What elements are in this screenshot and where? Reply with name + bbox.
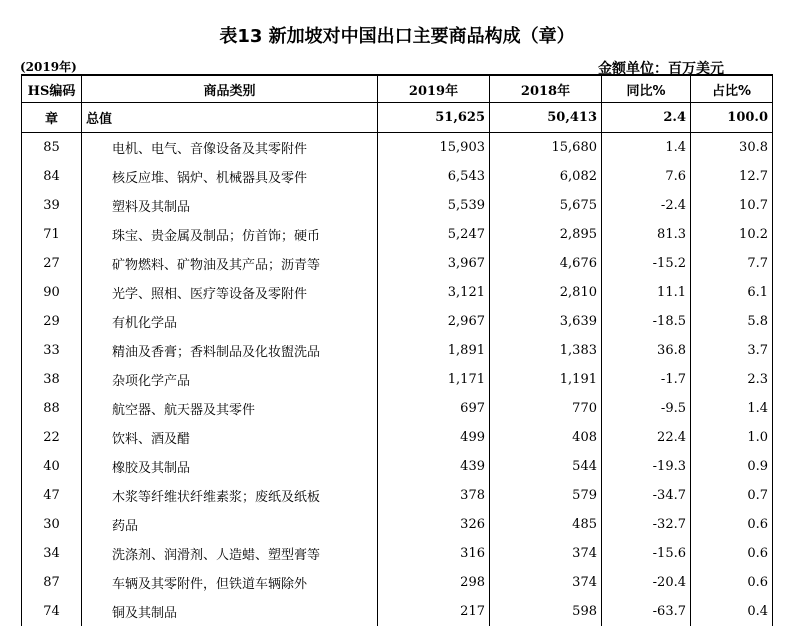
row-yoy: 1.4 — [602, 133, 691, 163]
table-row — [22, 336, 773, 365]
row-share: 1.4 — [691, 394, 773, 423]
table-row — [22, 510, 773, 539]
row-value-2019: 1,171 — [378, 365, 490, 394]
row-category: 橡胶及其制品 — [82, 452, 378, 481]
row-value-2019: 2,967 — [378, 307, 490, 336]
row-hs-code: 33 — [22, 336, 82, 365]
header-row — [22, 75, 773, 103]
row-hs-code: 84 — [22, 162, 82, 191]
row-yoy: -15.2 — [602, 249, 691, 278]
table-row — [22, 394, 773, 423]
export-composition-table — [21, 74, 773, 626]
row-yoy: -2.4 — [602, 191, 691, 220]
table-title: 表13 新加坡对中国出口主要商品构成（章） — [219, 26, 575, 47]
row-share: 3.7 — [691, 336, 773, 365]
row-share: 5.8 — [691, 307, 773, 336]
row-yoy: 81.3 — [602, 220, 691, 249]
row-share: 12.7 — [691, 162, 773, 191]
row-yoy: -20.4 — [602, 568, 691, 597]
header-hs-code: HS编码 — [22, 75, 82, 103]
row-share: 30.8 — [691, 133, 773, 163]
row-category: 光学、照相、医疗等设备及零附件 — [82, 278, 378, 307]
row-hs-code: 29 — [22, 307, 82, 336]
row-value-2018: 408 — [490, 423, 602, 452]
table-row — [22, 597, 773, 626]
row-value-2018: 5,675 — [490, 191, 602, 220]
row-hs-code: 30 — [22, 510, 82, 539]
table-row — [22, 539, 773, 568]
row-category: 有机化学品 — [82, 307, 378, 336]
row-yoy: 2.4 — [602, 103, 691, 133]
row-share: 7.7 — [691, 249, 773, 278]
row-value-2018: 374 — [490, 568, 602, 597]
row-hs-code: 38 — [22, 365, 82, 394]
row-hs-code: 39 — [22, 191, 82, 220]
row-value-2018: 1,191 — [490, 365, 602, 394]
row-hs-code: 40 — [22, 452, 82, 481]
row-yoy: -1.7 — [602, 365, 691, 394]
row-category: 木浆等纤维状纤维素浆；废纸及纸板 — [82, 481, 378, 510]
row-share: 100.0 — [691, 103, 773, 133]
year-note: (2019年) — [20, 60, 77, 74]
row-value-2018: 598 — [490, 597, 602, 626]
row-category: 药品 — [82, 510, 378, 539]
row-value-2019: 316 — [378, 539, 490, 568]
row-category: 珠宝、贵金属及制品；仿首饰；硬币 — [82, 220, 378, 249]
row-yoy: -15.6 — [602, 539, 691, 568]
row-value-2018: 2,895 — [490, 220, 602, 249]
row-category: 矿物燃料、矿物油及其产品；沥青等 — [82, 249, 378, 278]
row-value-2018: 50,413 — [490, 103, 602, 133]
row-hs-code: 27 — [22, 249, 82, 278]
table-row — [22, 307, 773, 336]
row-value-2019: 1,891 — [378, 336, 490, 365]
row-share: 0.7 — [691, 481, 773, 510]
unit-label: 金额单位：百万美元 — [598, 61, 724, 77]
row-category: 航空器、航天器及其零件 — [82, 394, 378, 423]
header-2018: 2018年 — [490, 75, 602, 103]
table-row — [22, 133, 773, 163]
table-row — [22, 191, 773, 220]
row-hs-code: 87 — [22, 568, 82, 597]
row-value-2019: 6,543 — [378, 162, 490, 191]
row-share: 0.6 — [691, 510, 773, 539]
table-row — [22, 365, 773, 394]
row-yoy: 11.1 — [602, 278, 691, 307]
row-hs-code: 22 — [22, 423, 82, 452]
row-hs-code: 47 — [22, 481, 82, 510]
row-value-2019: 499 — [378, 423, 490, 452]
row-yoy: -34.7 — [602, 481, 691, 510]
header-category: 商品类别 — [82, 75, 378, 103]
row-yoy: -63.7 — [602, 597, 691, 626]
table-row — [22, 220, 773, 249]
table-row — [22, 423, 773, 452]
row-value-2018: 15,680 — [490, 133, 602, 163]
row-share: 2.3 — [691, 365, 773, 394]
row-category: 总值 — [82, 103, 378, 133]
row-category: 精油及香膏；香料制品及化妆盥洗品 — [82, 336, 378, 365]
total-row — [22, 103, 773, 133]
row-share: 0.6 — [691, 539, 773, 568]
header-2019: 2019年 — [378, 75, 490, 103]
table-row — [22, 249, 773, 278]
row-yoy: 7.6 — [602, 162, 691, 191]
row-value-2018: 485 — [490, 510, 602, 539]
row-value-2019: 439 — [378, 452, 490, 481]
row-category: 饮料、酒及醋 — [82, 423, 378, 452]
row-value-2019: 326 — [378, 510, 490, 539]
row-value-2018: 3,639 — [490, 307, 602, 336]
row-hs-code: 88 — [22, 394, 82, 423]
row-category: 铜及其制品 — [82, 597, 378, 626]
row-value-2018: 544 — [490, 452, 602, 481]
row-value-2019: 3,967 — [378, 249, 490, 278]
row-value-2018: 6,082 — [490, 162, 602, 191]
row-yoy: -18.5 — [602, 307, 691, 336]
table-row — [22, 452, 773, 481]
row-value-2018: 374 — [490, 539, 602, 568]
row-share: 0.9 — [691, 452, 773, 481]
row-share: 0.6 — [691, 568, 773, 597]
header-yoy: 同比% — [602, 75, 691, 103]
row-value-2018: 4,676 — [490, 249, 602, 278]
row-hs-code: 85 — [22, 133, 82, 163]
row-value-2018: 770 — [490, 394, 602, 423]
row-share: 10.7 — [691, 191, 773, 220]
table-row — [22, 481, 773, 510]
row-value-2019: 5,247 — [378, 220, 490, 249]
row-share: 6.1 — [691, 278, 773, 307]
row-value-2019: 5,539 — [378, 191, 490, 220]
row-value-2018: 2,810 — [490, 278, 602, 307]
row-value-2018: 579 — [490, 481, 602, 510]
row-category: 洗涤剂、润滑剂、人造蜡、塑型膏等 — [82, 539, 378, 568]
row-hs-code: 74 — [22, 597, 82, 626]
table-row — [22, 568, 773, 597]
row-category: 杂项化学产品 — [82, 365, 378, 394]
row-value-2019: 15,903 — [378, 133, 490, 163]
row-hs-code: 71 — [22, 220, 82, 249]
row-yoy: -32.7 — [602, 510, 691, 539]
header-share: 占比% — [691, 75, 773, 103]
row-value-2019: 3,121 — [378, 278, 490, 307]
row-category: 塑料及其制品 — [82, 191, 378, 220]
row-yoy: 22.4 — [602, 423, 691, 452]
row-category: 电机、电气、音像设备及其零附件 — [82, 133, 378, 163]
row-hs-code: 34 — [22, 539, 82, 568]
row-hs-code: 90 — [22, 278, 82, 307]
row-hs-code: 章 — [22, 103, 82, 133]
row-share: 0.4 — [691, 597, 773, 626]
row-value-2018: 1,383 — [490, 336, 602, 365]
table-row — [22, 278, 773, 307]
row-share: 1.0 — [691, 423, 773, 452]
row-value-2019: 697 — [378, 394, 490, 423]
row-value-2019: 217 — [378, 597, 490, 626]
row-value-2019: 378 — [378, 481, 490, 510]
row-value-2019: 298 — [378, 568, 490, 597]
row-share: 10.2 — [691, 220, 773, 249]
row-value-2019: 51,625 — [378, 103, 490, 133]
table-row — [22, 162, 773, 191]
row-category: 车辆及其零附件，但铁道车辆除外 — [82, 568, 378, 597]
row-category: 核反应堆、锅炉、机械器具及零件 — [82, 162, 378, 191]
row-yoy: 36.8 — [602, 336, 691, 365]
row-yoy: -19.3 — [602, 452, 691, 481]
row-yoy: -9.5 — [602, 394, 691, 423]
